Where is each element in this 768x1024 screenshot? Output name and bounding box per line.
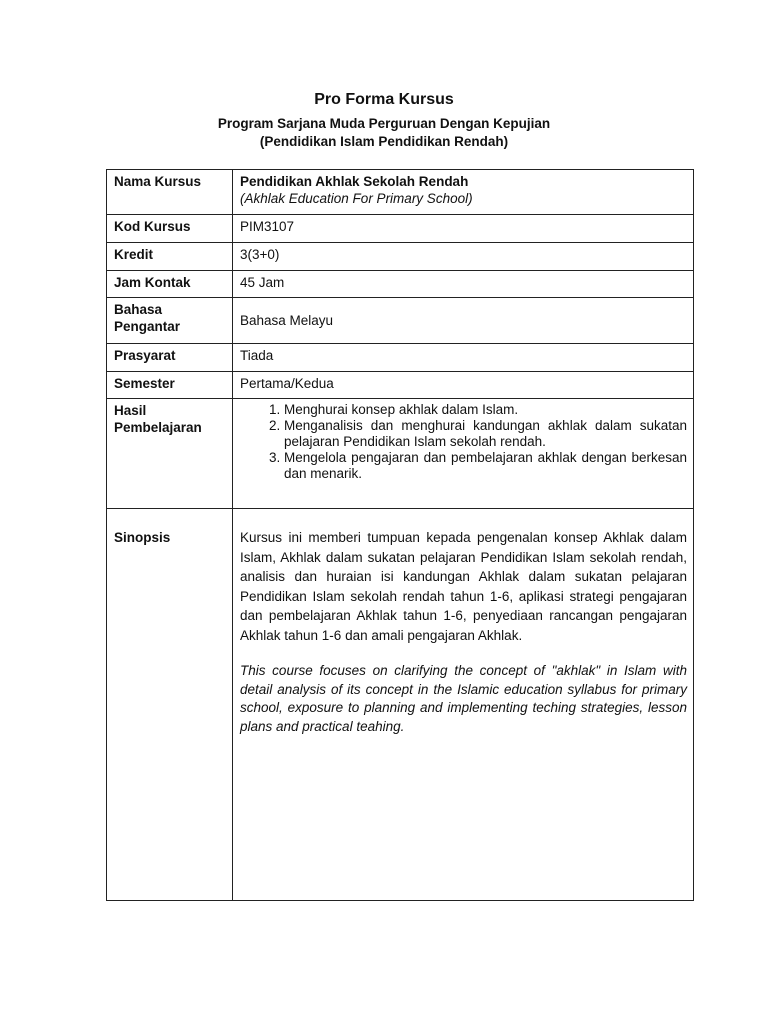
row-prasyarat [107, 344, 694, 372]
label-jam-kontak: Jam Kontak [107, 271, 233, 298]
synopsis-text-ms: Kursus ini memberi tumpuan kepada pengenalan konsep Akhlak dalam Islam, Akhlak dalam sukatan pelajaran Pendidikan Islam sekolah rendah, analisis dan huraian isi kandungan Akhlak dalam sukatan pelajaran Pendidikan Islam sekolah rendah tahun 1-6, aplikasi strategi pengajaran dan pembelajaran Akhlak tahun 1-6, penyediaan rancangan pengajaran Akhlak tahun 1-6 dan amali pengajaran Akhlak. [240, 530, 687, 643]
document-header [0, 89, 768, 151]
row-semester [107, 372, 694, 399]
label-bahasa-line2: Pengantar [114, 319, 181, 334]
label-hasil-line1: Hasil [114, 403, 147, 418]
list-item: 2. Menganalisis dan menghurai kandungan akhlak dalam sukatan pelajaran Pendidikan Islam sekolah rendah. [284, 418, 687, 450]
value-kod-kursus: PIM3107 [233, 215, 694, 243]
course-name-en: (Akhlak Education For Primary School) [240, 191, 473, 206]
value-nama-kursus [233, 170, 694, 215]
label-bahasa-pengantar [107, 298, 233, 344]
page-title: Pro Forma Kursus [314, 91, 454, 108]
row-sinopsis [107, 509, 694, 901]
value-hasil-pembelajaran [233, 399, 694, 509]
synopsis-text-en: This course focuses on clarifying the concept of "akhlak" in Islam with detail analysis of its concept in the Islamic education syllabus for primary school, exposure to planning and implementing teching strategies, lesson plans and practical teahing. [240, 663, 687, 734]
label-semester: Semester [107, 372, 233, 399]
label-bahasa-line1: Bahasa [114, 302, 163, 317]
list-item: 3. Mengelola pengajaran dan pembelajaran akhlak dengan berkesan dan menarik. [284, 450, 687, 482]
label-sinopsis: Sinopsis [107, 509, 233, 901]
row-kredit [107, 243, 694, 271]
value-sinopsis [233, 509, 694, 901]
value-kredit: 3(3+0) [233, 243, 694, 271]
label-nama-kursus: Nama Kursus [107, 170, 233, 215]
row-nama-kursus [107, 170, 694, 215]
row-hasil-pembelajaran [107, 399, 694, 509]
label-hasil-pembelajaran [107, 399, 233, 509]
label-kod-kursus: Kod Kursus [107, 215, 233, 243]
value-prasyarat: Tiada [233, 344, 694, 372]
program-specialization: (Pendidikan Islam Pendidikan Rendah) [259, 134, 509, 149]
row-jam-kontak [107, 271, 694, 298]
learning-outcomes-list [240, 402, 687, 482]
label-prasyarat: Prasyarat [107, 344, 233, 372]
value-semester: Pertama/Kedua [233, 372, 694, 399]
course-name-ms: Pendidikan Akhlak Sekolah Rendah [240, 174, 469, 189]
row-bahasa-pengantar [107, 298, 694, 344]
label-hasil-line2: Pembelajaran [114, 420, 202, 435]
row-kod-kursus [107, 215, 694, 243]
course-proforma-table [106, 169, 694, 901]
label-kredit: Kredit [107, 243, 233, 271]
list-item: 1. Menghurai konsep akhlak dalam Islam. [284, 402, 687, 418]
program-name: Program Sarjana Muda Perguruan Dengan Kepujian [217, 116, 551, 131]
value-jam-kontak: 45 Jam [233, 271, 694, 298]
value-bahasa-pengantar: Bahasa Melayu [233, 298, 694, 344]
